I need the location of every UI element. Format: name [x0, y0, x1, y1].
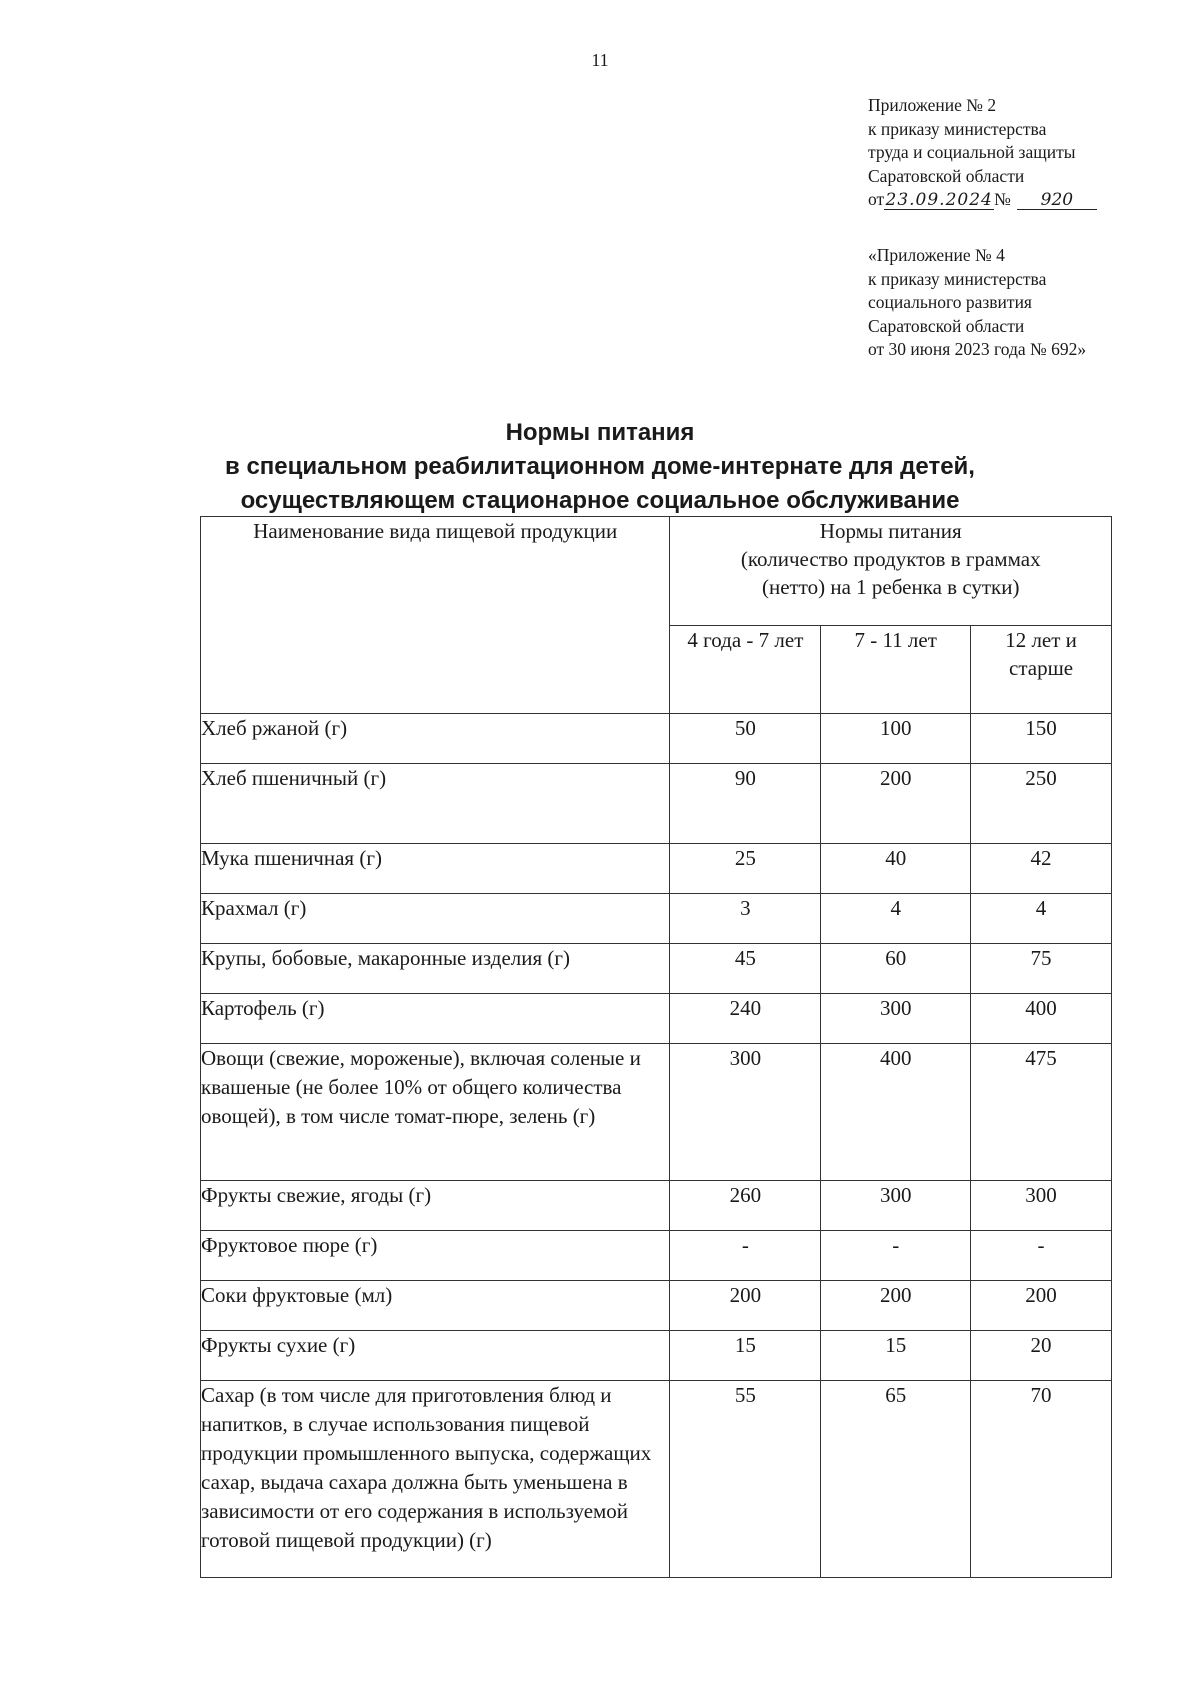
- header-age-12-plus: [971, 625, 1112, 713]
- table-row: [201, 1044, 1112, 1181]
- product-name: Фруктовое пюре (г): [201, 1231, 670, 1281]
- value-12-plus: -: [971, 1231, 1112, 1281]
- value-12-plus: 20: [971, 1331, 1112, 1381]
- value-4-7: 50: [670, 714, 821, 764]
- title-line: Нормы питания: [505, 419, 695, 446]
- value-4-7: -: [670, 1231, 821, 1281]
- title-line: в специальном реабилитационном доме-интернате для детей,: [225, 453, 975, 480]
- handwritten-number: 920: [1017, 191, 1097, 210]
- number-prefix: №: [994, 189, 1011, 209]
- nutrition-norms-table: [200, 516, 1112, 1578]
- appendix-line: труда и социальной защиты: [868, 142, 1076, 162]
- product-name: Сахар (в том числе для приготовления блюд и напитков, в случае использования пищевой продукции промышленного выпуска, содержащих сахар, выдача сахара должна быть уменьшена в зависимости от его содержания в используемой готовой пищевой продукции) (г): [201, 1381, 670, 1578]
- appendix-line: Саратовской области: [868, 165, 1025, 186]
- header-age-7-11: 7 - 11 лет: [821, 625, 971, 713]
- value-7-11: 200: [821, 764, 971, 844]
- product-name: Крахмал (г): [201, 894, 670, 944]
- product-name: Картофель (г): [201, 994, 670, 1044]
- header-age-4-7: 4 года - 7 лет: [670, 625, 821, 713]
- value-4-7: 55: [670, 1381, 821, 1578]
- appendix-line: к приказу министерства: [868, 268, 1047, 289]
- table-row: [201, 1331, 1112, 1381]
- product-name: Фрукты свежие, ягоды (г): [201, 1181, 670, 1231]
- value-4-7: 90: [670, 764, 821, 844]
- table-row: [201, 764, 1112, 844]
- document-title: [0, 416, 1200, 518]
- appendix-line: «Приложение № 4: [868, 245, 1005, 265]
- table-row: [201, 894, 1112, 944]
- value-12-plus: 75: [971, 944, 1112, 994]
- table-row: [201, 944, 1112, 994]
- page-number: 11: [591, 50, 609, 70]
- table-row: [201, 1381, 1112, 1578]
- value-12-plus: 400: [971, 994, 1112, 1044]
- value-12-plus: 70: [971, 1381, 1112, 1578]
- product-name: Крупы, бобовые, макаронные изделия (г): [201, 944, 670, 994]
- table-row: [201, 1281, 1112, 1331]
- value-7-11: 4: [821, 894, 971, 944]
- value-4-7: 25: [670, 844, 821, 894]
- appendix-line: социального развития: [868, 292, 1032, 312]
- original-appendix-reference: [868, 244, 1086, 362]
- value-7-11: -: [821, 1231, 971, 1281]
- table-row: [201, 994, 1112, 1044]
- appendix-line: к приказу министерства: [868, 118, 1047, 139]
- product-name: Хлеб пшеничный (г): [201, 764, 670, 844]
- value-4-7: 3: [670, 894, 821, 944]
- value-12-plus: 150: [971, 714, 1112, 764]
- handwritten-date: 23.09.2024: [885, 190, 993, 210]
- header-group-line: (нетто) на 1 ребенка в сутки): [761, 575, 1020, 599]
- appendix-header: [868, 94, 1097, 212]
- value-12-plus: 42: [971, 844, 1112, 894]
- appendix-line: Приложение № 2: [868, 95, 997, 115]
- value-12-plus: 475: [971, 1044, 1112, 1181]
- value-4-7: 240: [670, 994, 821, 1044]
- table-row: [201, 1181, 1112, 1231]
- value-4-7: 45: [670, 944, 821, 994]
- date-prefix: от: [868, 189, 885, 209]
- title-line: осуществляющем стационарное социальное обслуживание: [240, 487, 960, 514]
- product-name: Овощи (свежие, мороженые), включая соленые и квашеные (не более 10% от общего количества овощей), в том числе томат-пюре, зелень (г): [201, 1044, 670, 1181]
- appendix-line: Саратовской области: [868, 315, 1025, 336]
- value-7-11: 60: [821, 944, 971, 994]
- appendix-date-line: [868, 188, 1097, 212]
- product-name: Соки фруктовые (мл): [201, 1281, 670, 1331]
- value-4-7: 15: [670, 1331, 821, 1381]
- value-7-11: 300: [821, 994, 971, 1044]
- table-row: [201, 1231, 1112, 1281]
- table-header-row: [201, 517, 1112, 626]
- product-name: Фрукты сухие (г): [201, 1331, 670, 1381]
- value-7-11: 300: [821, 1181, 971, 1231]
- header-group-line: (количество продуктов в граммах: [740, 547, 1041, 571]
- value-7-11: 100: [821, 714, 971, 764]
- value-12-plus: 300: [971, 1181, 1112, 1231]
- header-product-name: Наименование вида пищевой продукции: [201, 517, 670, 714]
- appendix-line: от 30 июня 2023 года № 692»: [868, 339, 1087, 359]
- value-12-plus: 4: [971, 894, 1112, 944]
- header-age-line: 12 лет и: [1005, 627, 1077, 652]
- value-7-11: 65: [821, 1381, 971, 1578]
- header-age-line: старше: [1009, 655, 1074, 680]
- header-norms-group: [670, 517, 1112, 626]
- value-4-7: 200: [670, 1281, 821, 1331]
- value-7-11: 15: [821, 1331, 971, 1381]
- value-7-11: 40: [821, 844, 971, 894]
- value-7-11: 400: [821, 1044, 971, 1181]
- table-row: [201, 844, 1112, 894]
- product-name: Хлеб ржаной (г): [201, 714, 670, 764]
- value-7-11: 200: [821, 1281, 971, 1331]
- product-name: Мука пшеничная (г): [201, 844, 670, 894]
- value-4-7: 260: [670, 1181, 821, 1231]
- table-row: [201, 714, 1112, 764]
- value-4-7: 300: [670, 1044, 821, 1181]
- value-12-plus: 200: [971, 1281, 1112, 1331]
- header-group-line: Нормы питания: [819, 519, 962, 543]
- value-12-plus: 250: [971, 764, 1112, 844]
